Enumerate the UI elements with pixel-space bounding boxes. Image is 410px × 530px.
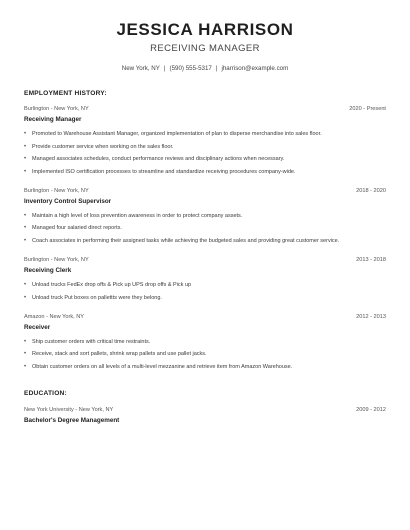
education-heading: EDUCATION: [24,389,67,397]
employment-heading: EMPLOYMENT HISTORY: [24,90,107,97]
job-bullets [24,212,386,245]
job-entry [24,105,386,176]
resume-header [24,0,386,73]
candidate-name: JESSICA HARRISON [116,20,294,39]
job-bullet: • Ship customer orders with critical time restraints. [24,338,386,346]
job-dates: 2018 - 2020 [356,187,386,194]
job-entry [24,256,386,302]
job-meta [24,187,386,195]
job-bullet: • Promoted to Warehouse Assistant Manager, organized implementation of plan to disperse merchandise into sales floor. [24,130,386,138]
job-title: Receiving Manager [24,116,82,123]
job-bullet: • Unload trucks FedEx drop offs & Pick up UPS drop offs & Pick up [24,281,386,289]
job-dates: 2013 - 2018 [356,256,386,263]
job-location: Burlington - New York, NY [24,187,89,194]
job-meta [24,313,386,321]
job-title: Receiver [24,323,51,331]
education-school: New York University - New York, NY [24,406,114,413]
job-bullets [24,281,386,302]
contact-email: jharrison@example.com [221,65,289,72]
job-bullet: • Obtain customer orders on all levels of a multi-level mezzanine and retrieve item from Amazon Warehouse. [24,363,386,371]
job-bullet: • Receive, stack and sort pallets, shrink wrap pallets and use pallet jacks. [24,350,386,358]
job-entry [24,313,386,371]
job-location: Amazon - New York, NY [24,313,85,320]
job-bullet: • Managed four salaried direct reports. [24,224,386,232]
contact-separator: | [163,65,166,72]
job-bullet: • Coach associates in performing their assigned tasks while achieving the budgeted sales and providing great customer service. [24,237,386,245]
job-bullet: • Provide customer service when working on the sales floor. [24,143,386,151]
education-meta [24,406,386,414]
job-bullet: • Unload truck Put boxes on pallettts were they belong. [24,294,386,302]
job-meta [24,256,386,264]
job-meta [24,105,386,113]
education-degree: Bachelor's Degree Management [24,416,120,424]
job-dates: 2020 - Present [349,106,386,112]
employment-list [24,105,386,371]
job-bullet: • Implemented ISO certification processes to streamline and standardize receiving procedures company-wide. [24,168,386,176]
contact-separator: | [215,65,218,72]
job-dates: 2012 - 2013 [356,313,386,320]
education-list [24,406,386,425]
job-location: Burlington - New York, NY [24,256,89,263]
job-entry [24,187,386,245]
job-bullet: • Managed associates schedules, conduct performance reviews and disciplinary actions when necessary. [24,155,386,163]
job-title: Receiving Clerk [24,266,72,274]
job-bullet: • Maintain a high level of loss prevention awareness in order to protect company assets. [24,212,386,220]
education-dates: 2009 - 2012 [356,406,386,413]
contact-phone: (590) 555-5317 [169,65,212,72]
education-entry [24,406,386,425]
job-title: Inventory Control Supervisor [24,197,112,205]
contact-line [24,64,386,73]
job-location: Burlington - New York, NY [24,106,89,112]
job-bullets [24,338,386,371]
contact-location: New York, NY [121,65,160,72]
candidate-title: RECEIVING MANAGER [150,43,260,54]
job-bullets [24,130,386,176]
